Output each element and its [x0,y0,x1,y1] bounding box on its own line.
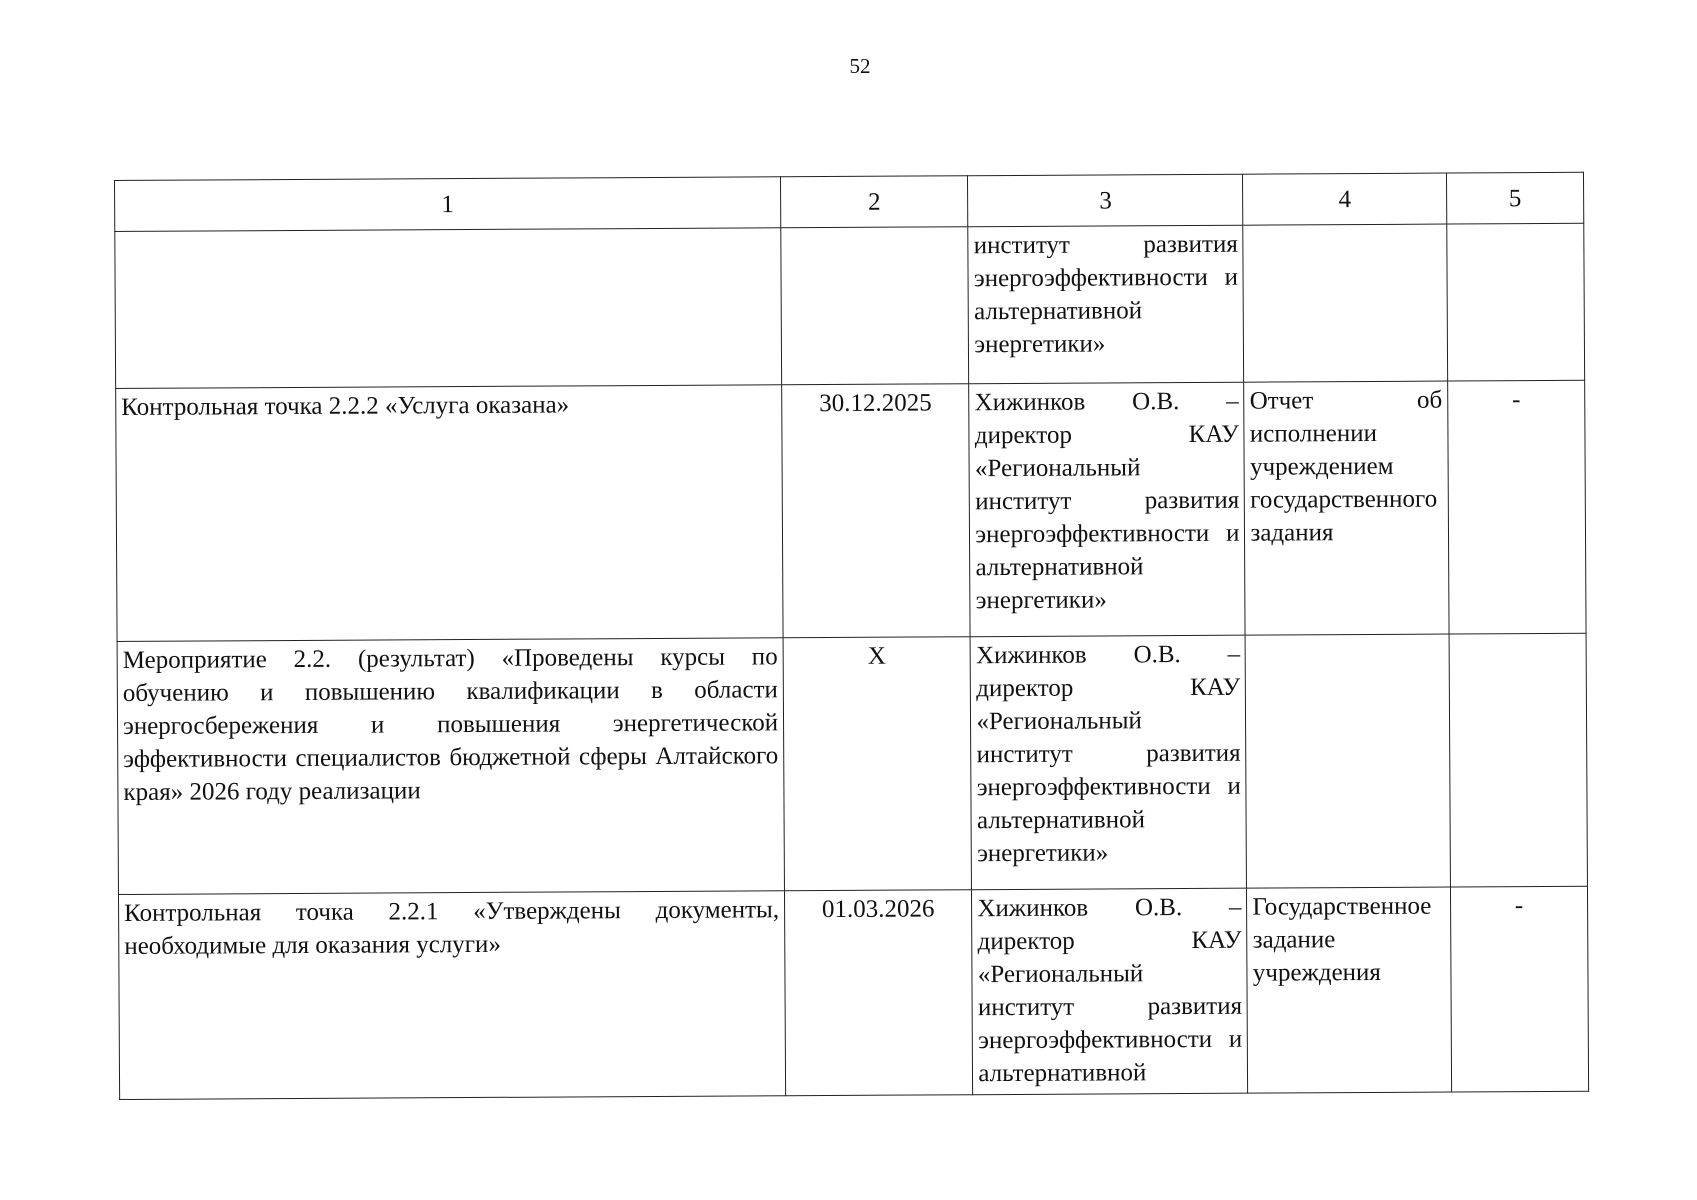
cell-date: 30.12.2025 [782,384,971,638]
cell-date: X [783,637,972,891]
cell-event: Контрольная точка 2.2.2 «Услуга оказана» [116,385,783,642]
cell-responsible: Хижинков О.В. – директор КАУ «Региональный институт развития энергоэффективности и альтернативной энергетики» [970,635,1246,890]
plan-table [114,172,1589,1100]
cell-document: Государственное задание учреждения [1247,887,1452,1093]
table-row [116,380,1586,641]
table-row [118,886,1588,1099]
cell-responsible: институт развития энергоэффективности и альтернативной энергетики» [968,225,1244,384]
cell-event [115,228,782,389]
cell-date [781,227,969,385]
cell-responsible: Хижинков О.В. – директор КАУ «Региональный институт развития энергоэффективности и альтернативной энергетики» [969,382,1245,637]
cell-document [1243,224,1447,382]
cell-system: - [1448,380,1586,634]
cell-event: Мероприятие 2.2. (результат) «Проведены курсы по обучению и повышению квалификации в области энергосбережения и повышения энергетической эффективности специалистов бюджетной сферы Алтайского края» 2026 году реализации [117,638,784,895]
header-cell-2: 2 [780,176,968,228]
cell-document: Отчет об исполнении учреждением государственного задания [1244,381,1449,635]
cell-system [1447,223,1585,381]
page-number: 52 [849,54,871,78]
table-header-row [115,172,1584,231]
cell-event: Контрольная точка 2.2.1 «Утверждены документы, необходимые для оказания услуги» [118,891,785,1100]
header-cell-3: 3 [968,174,1243,227]
header-cell-1: 1 [115,177,781,232]
cell-system: - [1450,886,1588,1092]
table-row [117,633,1587,894]
header-cell-4: 4 [1243,173,1447,225]
cell-document [1245,634,1450,888]
cell-system [1449,633,1587,887]
table-row [115,223,1585,388]
cell-date: 01.03.2026 [784,890,973,1096]
header-cell-5: 5 [1446,172,1583,224]
cell-responsible: Хижинков О.В. – директор КАУ «Региональный институт развития энергоэффективности и альтернативной [972,888,1248,1095]
